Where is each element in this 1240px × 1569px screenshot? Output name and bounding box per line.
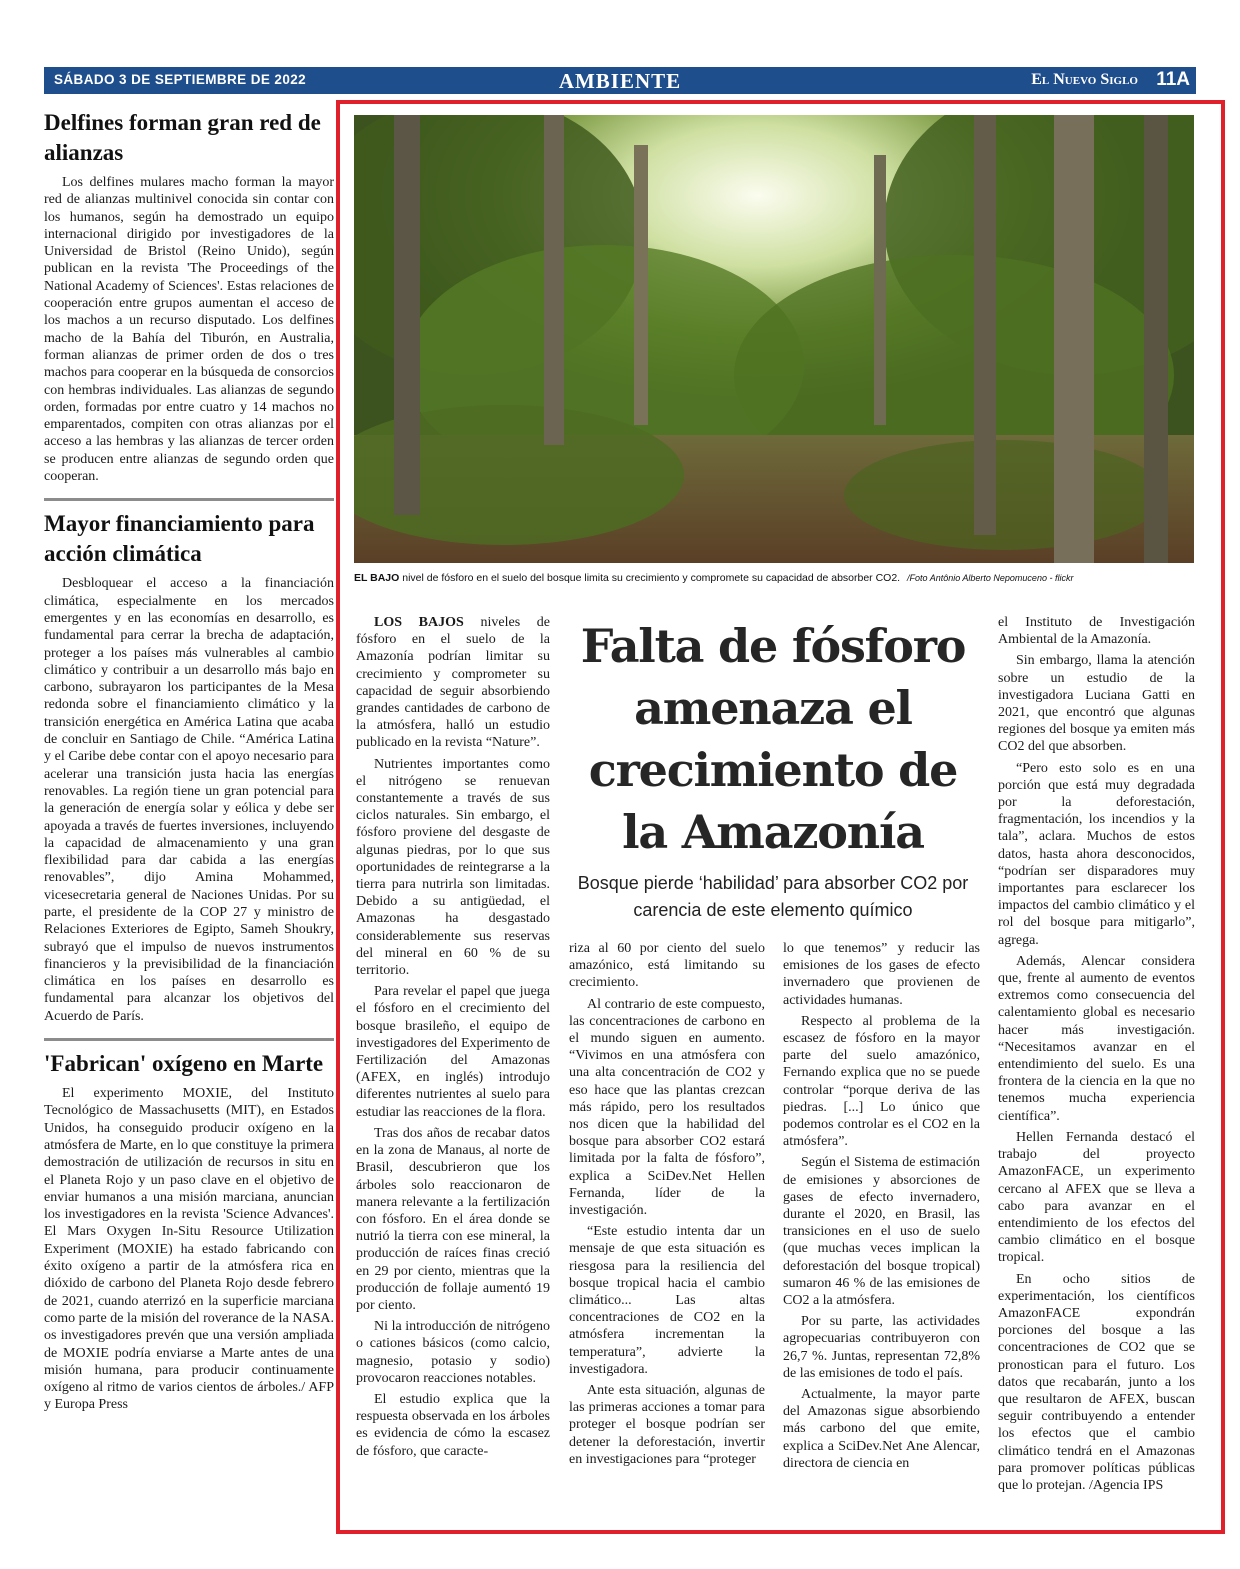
- paragraph: [356, 614, 550, 752]
- paragraph: el Instituto de Investigación Ambiental de la Amazonía.: [998, 615, 1195, 648]
- section-header-bar: [44, 67, 1196, 94]
- photo-caption: [354, 572, 1214, 585]
- brief-body: Los delfines mulares macho forman la mayor red de alianzas multinivel conocida sin contar con los humanos, según ha demostrado un equipo internacional dirigido por investigadores de la Universidad de Bristol (Reino Unido), según publican en la revista 'The Proceedings of the National Academy of Sciences'. Estas relaciones de cooperación entre grupos aumentan el acceso de los machos a un recurso disputado. Los delfines macho de la Bahía del Tiburón, en Australia, forman alianzas de primer orden de dos o tres machos para cooperar en la búsqueda de consorcios con hembras individuales. Las alianzas de segundo orden, formadas por entre cuatro y 14 machos no emparentados, compiten con otras alianzas por el acceso a las hembras y las alianzas de tercer orden se producen entre alianzas de segundo orden que cooperan.: [44, 175, 334, 485]
- brief-title: Delfines forman gran red de alianzas: [44, 110, 321, 165]
- article-headline: Falta de fósforo amenaza el crecimiento de la Amazonía: [580, 619, 966, 859]
- paragraph: “Este estudio intenta dar un mensaje de que esta situación es riesgosa para la resiliencia del bosque tropical hacia el cambio climático... Las altas concentraciones de CO2 en la atmósfera incrementan la temperatura”, advierte la investigadora.: [569, 1224, 765, 1377]
- paragraph: Según el Sistema de estimación de emisiones y absorciones de gases de efecto invernadero, durante el 2020, en Brasil, las transiciones en el uso de suelo (que muchas veces implican la deforestación del bosque tropical) sumaron 46 % de las emisiones de CO2 a la atmósfera.: [783, 1155, 980, 1309]
- paragraph: Tras dos años de recabar datos en la zona de Manaus, al norte de Brasil, descubrieron que los árboles solo reaccionaron de manera relevante a la fertilización con fósforo. En el área donde se nutrió la tierra con ese mineral, la producción de raíces finas creció en 29 por ciento, mientras que la producción de follaje aumentó 19 por ciento.: [356, 1125, 550, 1313]
- brief-title: 'Fabrican' oxígeno en Marte: [44, 1051, 324, 1077]
- paragraph: Por su parte, las actividades agropecuarias contribuyeron con 26,7 %. Juntas, representan 72,8% de las emisiones de todo el país.: [783, 1314, 980, 1381]
- paragraph: lo que tenemos” y reducir las emisiones de los gases de efecto invernadero que provienen de actividades humanas.: [783, 941, 980, 1008]
- paragraph: Hellen Fernanda destacó el trabajo del proyecto AmazonFACE, un experimento cercano al AFEX que se lleva a cabo para avanzar en el entendimiento de los efectos del cambio climático en el bosque tropical.: [998, 1129, 1195, 1266]
- article-column-2: [569, 940, 765, 1472]
- paragraph-text: niveles de fósforo en el suelo de la Amazonía podrían limitar su crecimiento y comprometer su capacidad de seguir absorbiendo grandes cantidades de carbono de la atmósfera, halló un estudio publicado en la revista “Nature”.: [356, 615, 551, 751]
- divider: [44, 498, 334, 501]
- paragraph: Ante esta situación, algunas de las primeras acciones a tomar para proteger el bosque podrían ser detener la deforestación, invertir en investigaciones para “proteger: [569, 1383, 765, 1467]
- paragraph: Sin embargo, llama la atención sobre un estudio de la investigadora Luciana Gatti en 2021, que encontró que algunas regiones del bosque ya emiten más CO2 del que absorben.: [998, 653, 1195, 755]
- paragraph: Ni la introducción de nitrógeno o cationes básicos (como calcio, magnesio, potasio y sodio) provocaron reacciones notables.: [356, 1319, 550, 1386]
- lead-word: LOS BAJOS: [374, 615, 464, 630]
- briefs-column: [44, 108, 334, 1414]
- brief-body: Desbloquear el acceso a la financiación climática, especialmente en los mercados emergentes y en las economías en desarrollo, es fundamental para cerrar la brecha de adaptación, proteger a los países más vulnerables al cambio climático y contribuir a un desarrollo más bajo en carbono, subrayaron los participantes de la Mesa redonda sobre el financiamiento climático y la transición energética en América Latina que acaba de concluir en Santiago de Chile. “América Latina y el Caribe debe contar con el apoyo necesario para acelerar una transición justa hacia las energías renovables. La región tiene un gran potencial para la generación de energía solar y eólica y debe ser apoyada a través de fuertes inversiones, incluyendo la capacidad de almacenamiento y una gran flexibilidad para dar cabida a las energías renovables”, dijo Amina Mohammed, vicesecretaria general de Naciones Unidas. Por su parte, el presidente de la COP 27 y ministro de Relaciones Exteriores de Egipto, Sameh Shoukry, subrayó que el impulso de nuevos instrumentos financieros y la previsibilidad de la financiación climática en los países en desarrollo es fundamental para alcanzar los objetivos del Acuerdo de París.: [44, 576, 334, 1024]
- article-column-3: [783, 940, 980, 1476]
- section-title: AMBIENTE: [558, 69, 682, 93]
- paragraph: riza al 60 por ciento del suelo amazónico, está limitando su crecimiento.: [569, 941, 765, 991]
- article-column-1: [356, 614, 550, 1464]
- forest-photo: [354, 115, 1194, 563]
- photo-credit: /Foto Antônio Alberto Nepomuceno - flickr: [907, 573, 1074, 583]
- brief-dolphins: [44, 108, 334, 485]
- paragraph: Además, Alencar considera que, frente al aumento de eventos extremos como consecuencia del calentamiento global es necesario hacer más investigación. “Necesitamos avanzar en el entendimiento del suelo. Es una frontera de la ciencia en la que no tenemos mucha experiencia científica”.: [998, 953, 1195, 1124]
- divider: [44, 1038, 334, 1041]
- newspaper-name: El Nuevo Siglo: [1031, 71, 1138, 88]
- brief-mars-oxygen: [44, 1049, 334, 1414]
- article-column-4: [998, 614, 1195, 1498]
- caption-text: nivel de fósforo en el suelo del bosque limita su crecimiento y compromete su capacidad de absorber CO2.: [402, 572, 901, 584]
- caption-lead: EL BAJO: [354, 572, 400, 584]
- paragraph: El estudio explica que la respuesta observada en los árboles es evidencia de cómo la escasez de fósforo, que caracte-: [356, 1391, 550, 1459]
- brief-body: El experimento MOXIE, del Instituto Tecnológico de Massachusetts (MIT), en Estados Unidos, ha conseguido producir oxígeno en la atmósfera de Marte, en lo que constituye la primera demostración de utilización de recursos in situ en el Planeta Rojo y un paso clave en el objetivo de enviar humanos a una misión marciana, anuncian los investigadores en la revista 'Science Advances'. El Mars Oxygen In-Situ Resource Utilization Experiment (MOXIE) ha estado fabricando con éxito oxígeno a partir de la atmósfera rica en dióxido de carbono del Planeta Rojo desde febrero de 2021, cuando aterrizó en la superficie marciana como parte de la misión del roverance de la NASA. os investigadores prevén que una versión ampliada de MOXIE podría enviarse a Marte antes de una misión humana, para producir continuamente oxígeno al ritmo de varios cientos de árboles./ AFP y Europa Press: [44, 1086, 334, 1413]
- paragraph: Respecto al problema de la escasez de fósforo en la mayor parte del suelo amazónico, Fernando explica que no se puede controlar “porque deriva de las piedras. [...] Lo único que podemos controlar es el CO2 en la atmósfera”.: [783, 1013, 980, 1150]
- paragraph: Nutrientes importantes como el nitrógeno se renuevan constantemente a través de sus ciclos naturales. Sin embargo, el fósforo proviene del desgaste de algunas piedras, por lo que sus oportunidades de reintegrarse a la tierra para nutrirla son limitadas. Debido a su antigüedad, el Amazonas ha desgastado considerablemente sus reservas del mineral en 60 % de su territorio.: [356, 756, 550, 979]
- article-subhead: Bosque pierde ‘habilidad’ para absorber CO2 por carencia de este elemento químico: [577, 873, 969, 920]
- paragraph: “Pero esto solo es en una porción que está muy degradada por la deforestación, fragmentación, los incendios y la tala”, aclara. Muchos de estos datos, hasta ahora desconocidos, “podrían ser disparadores muy importantes para esclarecer los impactos del cambio climático y el rol del bosque para mitigarlo”, agrega.: [998, 760, 1195, 948]
- paragraph: Para revelar el papel que juega el fósforo en el crecimiento del bosque brasileño, el equipo de investigadores del Experimento de Fertilización del Amazonas (AFEX, en inglés) introdujo diferentes nutrientes al suelo para estudiar las reacciones de la flora.: [356, 984, 550, 1120]
- brief-title: Mayor financiamiento para acción climática: [44, 511, 315, 567]
- paragraph: Actualmente, la mayor parte del Amazonas sigue absorbiendo más carbono del que emite, explica a SciDev.Net Ane Alencar, directora de ciencia en: [783, 1387, 980, 1471]
- publication-date: SÁBADO 3 DE SEPTIEMBRE DE 2022: [54, 72, 307, 87]
- page-number: 11A: [1156, 69, 1190, 90]
- paragraph: Al contrario de este compuesto, las concentraciones de carbono en el mundo siguen en aumento. “Vivimos en una atmósfera con una alta concentración de CO2 y eso hace que las plantas crezcan más rápido, pero los resultados nos dicen que la habilidad del bosque para absorber CO2 estará limitada por la falta de fósforo”, explica a SciDev.Net Hellen Fernanda, líder de la investigación.: [569, 996, 765, 1219]
- paragraph: En ocho sitios de experimentación, los científicos AmazonFACE expondrán porciones del bosque a las concentraciones de CO2 que se pronostican para el futuro. Los datos que recabarán, junto a los que resultaron de AFEX, buscan seguir contribuyendo a entender los efectos que el cambio climático tendrá en el Amazonas para promover políticas públicas que lo protejan. /Agencia IPS: [998, 1271, 1195, 1493]
- brief-climate-finance: [44, 509, 334, 1025]
